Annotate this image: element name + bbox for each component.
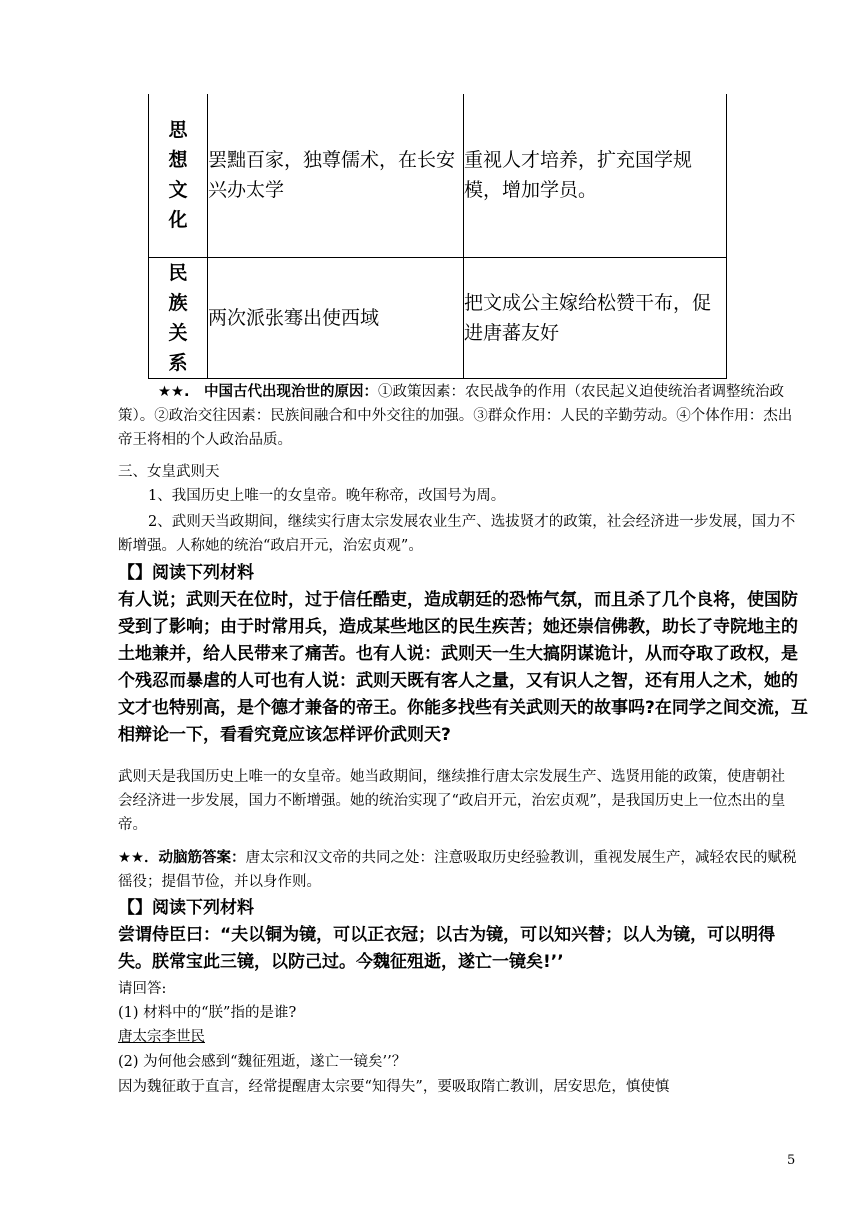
reading-material-2: 尝谓侍臣曰：“夫以铜为镜，可以正衣冠；以古为镜，可以知兴替；以人为镜，可以明得失。朕常宝此三镜，以防己过。今魏征殂逝，遂亡一镜矣!’’ xyxy=(118,925,776,972)
reasons-paragraph xyxy=(118,380,798,452)
category-char: 文 xyxy=(168,179,188,202)
question-1: (1) 材料中的“朕”指的是谁? xyxy=(118,1005,297,1021)
section-point-1: 1、我国历史上唯一的女皇帝。晚年称帝，改国号为周。 xyxy=(148,488,506,504)
question-2: (2) 为何他会感到“魏征殂逝，遂亡一镜矣’’？ xyxy=(118,1054,407,1070)
category-char: 关 xyxy=(168,321,188,344)
han-column-cell: 两次派张骞出使西域 xyxy=(208,257,464,378)
category-char: 化 xyxy=(168,209,188,232)
brain-text: 唐太宗和汉文帝的共同之处：注意吸取历史经验教训，重视发展生产，减轻农民的赋税徭役；提倡节俭，并以身作则。 xyxy=(118,850,797,890)
category-char: 思 xyxy=(168,119,188,142)
answer-1: 唐太宗李世民 xyxy=(118,1029,205,1045)
category-cell xyxy=(149,94,208,257)
reasons-lead: ★★. 中国古代出现治世的原因： xyxy=(158,384,379,400)
brain-lead: ★★．动脑筋答案： xyxy=(118,850,246,866)
reading-heading-2: 【】阅读下列材料 xyxy=(118,898,254,918)
category-char: 想 xyxy=(168,149,188,172)
section-title: 三、女皇武则天 xyxy=(118,464,220,480)
tang-column-cell: 把文成公主嫁给松赞干布，促进唐蕃友好 xyxy=(464,257,727,378)
reading-heading: 【】阅读下列材料 xyxy=(118,563,254,583)
comparison-table xyxy=(148,94,727,379)
answer-2: 因为魏征敢于直言，经常提醒唐太宗要“知得失”，要吸取隋亡教训，居安思危，慎使慎 xyxy=(118,1079,670,1095)
category-char: 系 xyxy=(168,351,188,374)
page-number: 5 xyxy=(787,1153,796,1168)
category-char: 民 xyxy=(168,261,188,284)
category-cell xyxy=(149,257,208,378)
brain-answer-paragraph xyxy=(118,846,798,894)
answer-prompt: 请回答: xyxy=(118,981,167,997)
han-column-cell: 罢黜百家，独尊儒术，在长安兴办太学 xyxy=(208,94,464,257)
table-row xyxy=(149,257,727,378)
table-row xyxy=(149,94,727,257)
category-char: 族 xyxy=(168,291,188,314)
reading-material: 有人说；武则天在位时，过于信任酷吏，造成朝廷的恐怖气氛，而且杀了几个良将，使国防受到了影响；由于时常用兵，造成某些地区的民生疾苦；她还崇信佛教，助长了寺院地主的土地兼并，给人民带来了痛苦。也有人说：武则天一生大搞阴谋诡计，从而夺取了政权，是个残忍而暴虐的人可也有人说：武则天既有客人之量，又有识人之智，还有用人之术，她的文才也特别高，是个德才兼备的帝王。你能多找些有关武则天的故事吗?在同学之间交流，互相辩论一下，看看究竟应该怎样评价武则天? xyxy=(118,590,808,745)
reasons-text: ①政策因素：农民战争的作用（农民起义迫使统治者调整统治政策）。②政治交往因素：民族间融合和中外交往的加强。③群众作用：人民的辛勤劳动。④个体作用：杰出帝王将相的个人政治品质。 xyxy=(118,384,793,448)
reading-answer: 武则天是我国历史上唯一的女皇帝。她当政期间，继续推行唐太宗发展生产、选贤用能的政策，使唐朝社会经济进一步发展，国力不断增强。她的统治实现了“政启开元，治宏贞观”，是我国历史上一位杰出的皇帝。 xyxy=(118,769,786,833)
section-point-2: 2、武则天当政期间，继续实行唐太宗发展农业生产、选拔贤才的政策，社会经济进一步发展，国力不断增强。人称她的统治“政启开元，治宏贞观”。 xyxy=(118,514,796,554)
tang-column-cell: 重视人才培养，扩充国学规模，增加学员。 xyxy=(464,94,727,257)
